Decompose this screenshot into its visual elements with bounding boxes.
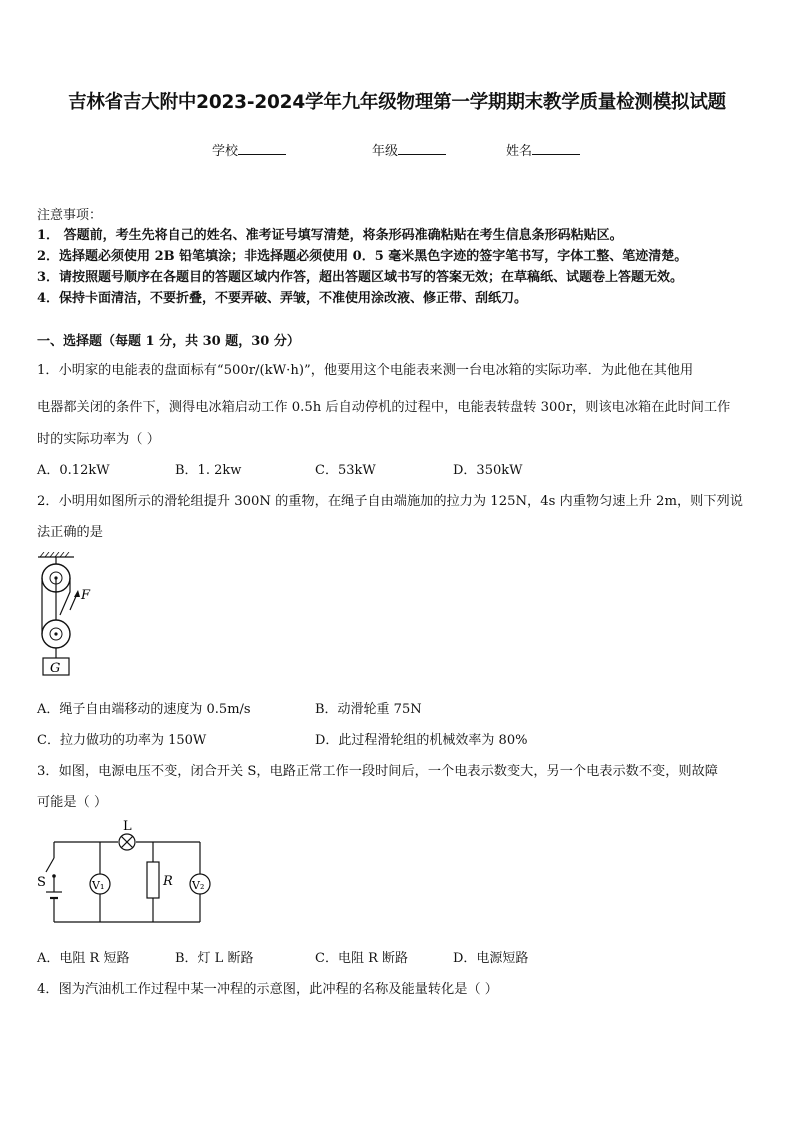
- q4-stem-line: 4．图为汽油机工作过程中某一冲程的示意图，此冲程的名称及能量转化是（ ）: [37, 982, 498, 997]
- circuit-diagram: [34, 818, 214, 930]
- q3-option-d[interactable]: D．电源短路: [453, 951, 529, 966]
- q2-option-c[interactable]: C．拉力做功的功率为 150W: [37, 733, 207, 748]
- school-field[interactable]: [212, 140, 286, 159]
- section-heading: 一、选择题（每题 1 分，共 30 题，30 分）: [37, 334, 300, 349]
- name-blank[interactable]: [532, 142, 580, 155]
- q1-option-d[interactable]: D．350kW: [453, 463, 523, 478]
- q3-option-b[interactable]: B．灯 L 断路: [175, 951, 254, 966]
- q3-stem-line: 可能是（ ）: [37, 795, 108, 810]
- q2-option-b[interactable]: B．动滑轮重 75N: [315, 702, 422, 717]
- q3-option-a[interactable]: A．电阻 R 短路: [37, 951, 130, 966]
- voltmeter-1-label: V₁: [92, 879, 105, 892]
- q1-option-a[interactable]: A．0.12kW: [37, 463, 110, 478]
- q2-option-a[interactable]: A．绳子自由端移动的速度为 0.5m/s: [37, 702, 251, 717]
- q1-stem-line: 电器都关闭的条件下，测得电冰箱启动工作 0.5h 后自动停机的过程中，电能表转盘转 300r，则该电冰箱在此时间工作: [37, 400, 731, 415]
- q2-option-d[interactable]: D．此过程滑轮组的机械效率为 80%: [315, 733, 528, 748]
- name-label: 姓名: [506, 144, 533, 159]
- grade-label: 年级: [372, 144, 399, 159]
- resistor-label: R: [163, 874, 173, 889]
- notes-heading: 注意事项：: [37, 208, 103, 223]
- note-item: 4．保持卡面清洁，不要折叠，不要弄破、弄皱，不准使用涂改液、修正带、刮纸刀。: [37, 291, 528, 306]
- grade-field[interactable]: [372, 140, 446, 159]
- school-label: 学校: [212, 144, 239, 159]
- switch-label: S: [37, 875, 46, 890]
- pulley-diagram: [34, 552, 104, 680]
- q1-option-b[interactable]: B．1. 2kw: [175, 463, 242, 478]
- q2-stem-line: 2．小明用如图所示的滑轮组提升 300N 的重物，在绳子自由端施加的拉力为 125N，4s 内重物匀速上升 2m，则下列说: [37, 494, 743, 509]
- lamp-label: L: [123, 819, 132, 834]
- q1-option-c[interactable]: C．53kW: [315, 463, 376, 478]
- voltmeter-2-label: V₂: [192, 879, 205, 892]
- q3-option-c[interactable]: C．电阻 R 断路: [315, 951, 408, 966]
- q2-stem-line: 法正确的是: [37, 525, 103, 540]
- page-title: 吉林省吉大附中2023-2024学年九年级物理第一学期期末教学质量检测模拟试题: [68, 92, 726, 113]
- school-blank[interactable]: [238, 142, 286, 155]
- note-item: 2．选择题必须使用 2B 铅笔填涂；非选择题必须使用 0．5 毫米黑色字迹的签字笔书写，字体工整、笔迹清楚。: [37, 249, 688, 264]
- weight-label: G: [50, 661, 61, 676]
- note-item: 3．请按照题号顺序在各题目的答题区域内作答，超出答题区域书写的答案无效；在草稿纸、试题卷上答题无效。: [37, 270, 684, 285]
- q1-stem-line: 时的实际功率为（ ）: [37, 432, 160, 447]
- q1-stem-line: 1．小明家的电能表的盘面标有“500r/(kW·h)”，他要用这个电能表来测一台电冰箱的实际功率．为此他在其他用: [37, 363, 694, 378]
- grade-blank[interactable]: [398, 142, 446, 155]
- q3-stem-line: 3．如图，电源电压不变，闭合开关 S，电路正常工作一段时间后，一个电表示数变大，另一个电表示数不变，则故障: [37, 764, 718, 779]
- name-field[interactable]: [506, 140, 580, 159]
- force-label: F: [81, 588, 91, 603]
- note-item: 1． 答题前，考生先将自己的姓名、准考证号填写清楚，将条形码准确粘贴在考生信息条形码粘贴区。: [37, 228, 623, 243]
